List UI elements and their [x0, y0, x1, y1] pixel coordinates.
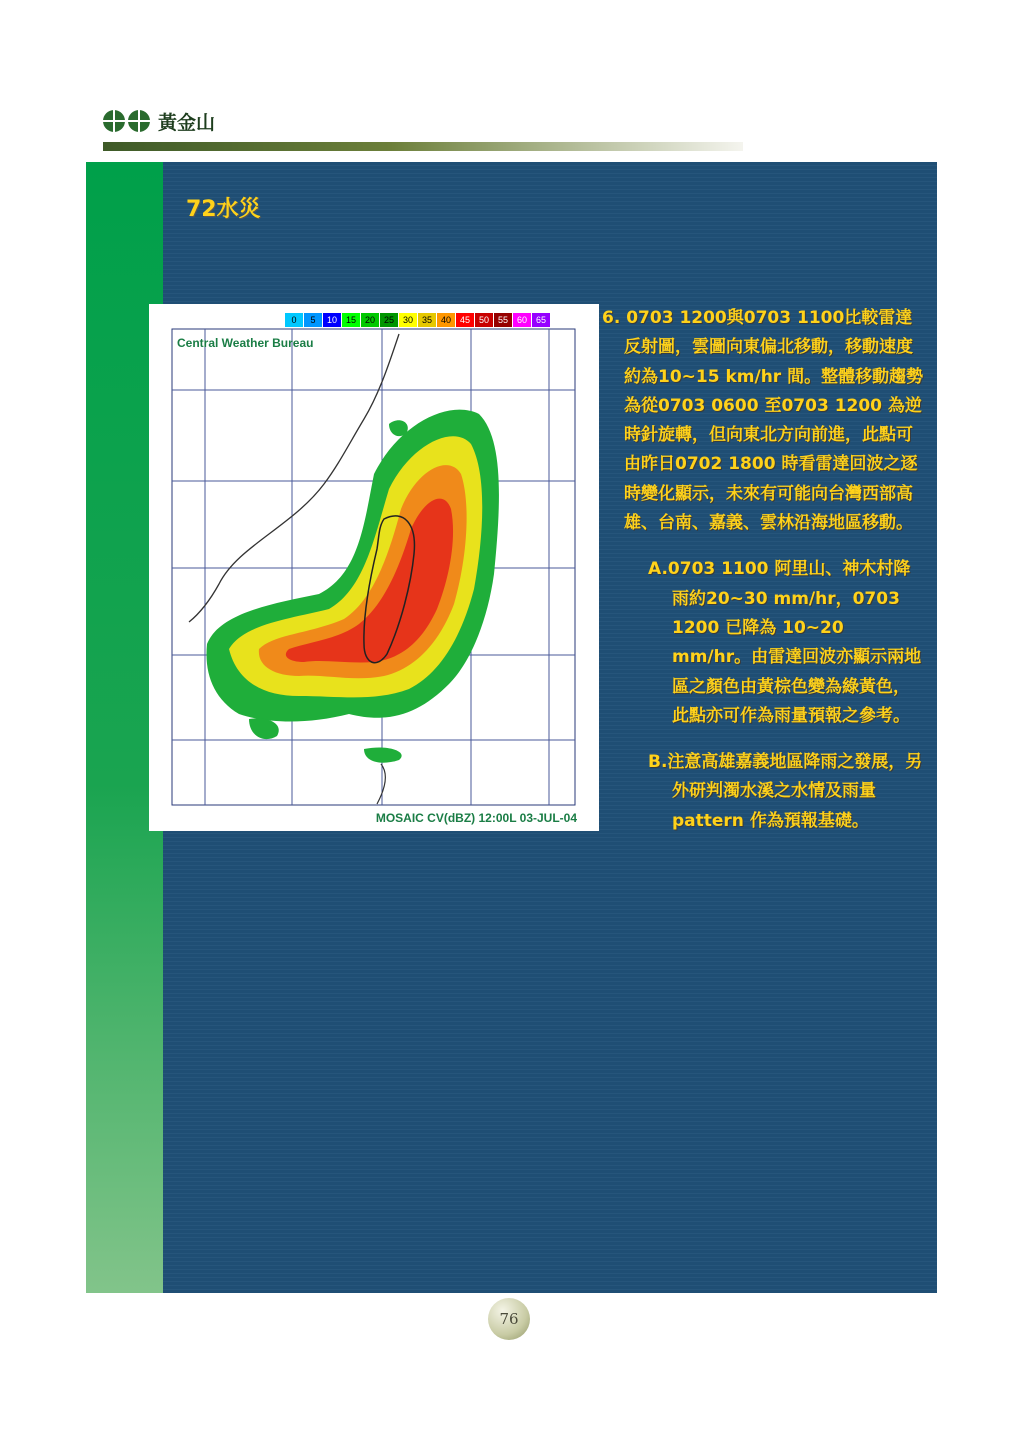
legend-cell: 30: [399, 313, 418, 327]
section-title: 72水災: [186, 197, 261, 222]
legend-cell: 50: [475, 313, 494, 327]
legend-cell: 55: [494, 313, 513, 327]
radar-map: [149, 304, 599, 831]
legend-cell: 60: [513, 313, 532, 327]
logo-icon: [103, 110, 150, 132]
legend-cell: 40: [437, 313, 456, 327]
legend-cell: 20: [361, 313, 380, 327]
legend-cell: 0: [285, 313, 304, 327]
legend-cell: 10: [323, 313, 342, 327]
legend-cell: 5: [304, 313, 323, 327]
book-title: 黃金山: [158, 111, 216, 134]
page-header: [103, 104, 215, 138]
item-b: B.注意高雄嘉義地區降雨之發展，另外研判濁水溪之水情及雨量pattern 作為預報基礎。: [648, 752, 923, 831]
radar-image: [149, 304, 599, 831]
legend-cell: 25: [380, 313, 399, 327]
paragraph-6: 6. 0703 1200與0703 1100比較雷達反射圖，雲圖向東偏北移動，移動速度約為10~15 km/hr 間。整體移動趨勢為從0703 0600 至0703 1200 為逆時針旋轉，但向東北方向前進，此點可由昨日0702 1800 時看雷達回波之逐時變化顯示，未來有可能向台灣西部高雄、台南、嘉義、雲林沿海地區移動。: [602, 308, 924, 534]
legend-cell: 65: [532, 313, 551, 327]
radar-caption: MOSAIC CV(dBZ) 12:00L 03-JUL-04: [375, 811, 577, 825]
legend-cell: 45: [456, 313, 475, 327]
radar-legend: [285, 313, 551, 327]
body-text: [602, 304, 924, 842]
item-a: A.0703 1100 阿里山、神木村降雨約20~30 mm/hr，0703 1200 已降為 10~20 mm/hr。由雷達回波亦顯示兩地區之顏色由黃棕色變為綠黃色，此點亦可作為雨量預報之參考。: [648, 559, 922, 726]
page-number: 76: [488, 1298, 530, 1340]
legend-cell: 35: [418, 313, 437, 327]
radar-agency-label: Central Weather Bureau: [177, 336, 314, 350]
legend-cell: 15: [342, 313, 361, 327]
header-rule: [103, 142, 743, 151]
